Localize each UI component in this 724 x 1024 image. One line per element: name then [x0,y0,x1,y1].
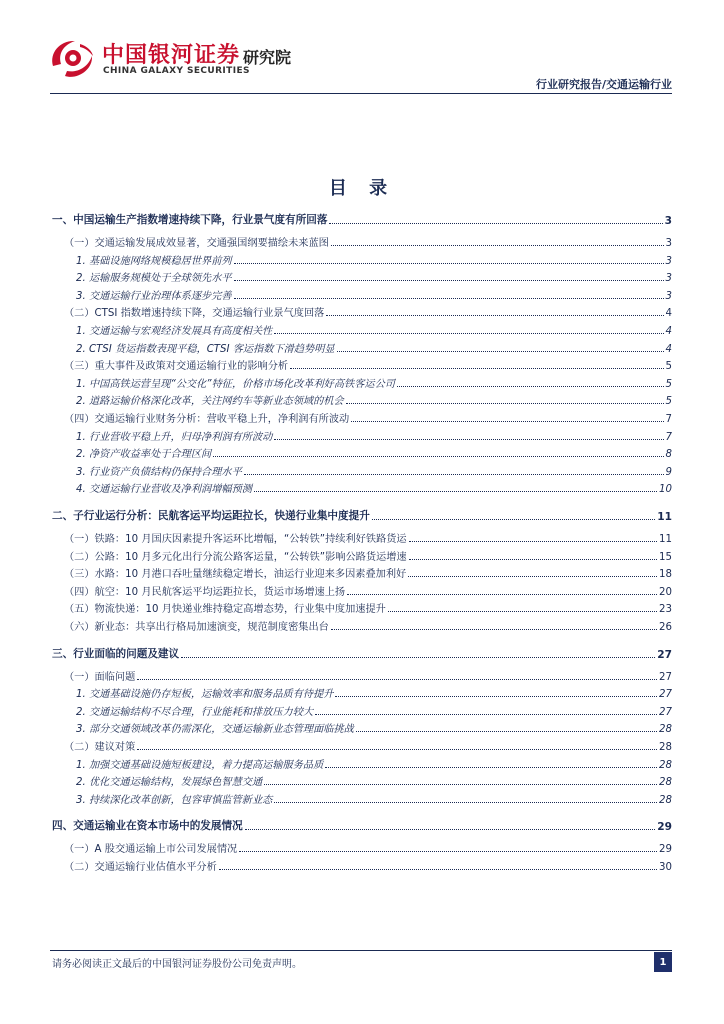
toc-entry-label: （四）交通运输行业财务分析：营收平稳上升，净利润有所波动 [64,414,350,425]
toc-entry-label: （三）水路：10 月港口吞吐量继续稳定增长，油运行业迎来多因素叠加利好 [64,569,407,581]
toc-entry-label: 四、交通运输业在资本市场中的发展情况 [52,820,243,833]
toc-entry-page: 20 [659,586,672,598]
toc-entry-page: 9 [665,466,672,478]
toc-entry-page: 29 [659,844,672,856]
toc-entry-level-3[interactable] [52,771,672,788]
toc-entry-page: 29 [657,821,672,834]
toc-entry-label: 2. 道路运输价格深化改革，关注网约车等新业态领域的机会 [76,396,344,408]
toc-dot-leader [331,629,657,630]
toc-entry-page: 3 [665,238,672,249]
toc-entry-level-3[interactable] [52,443,672,460]
toc-dot-leader [347,594,657,595]
toc-dot-leader [234,280,664,281]
toc-entry-label: （一）面临问题 [64,671,136,683]
toc-dot-leader [335,696,657,697]
toc-entry-level-2[interactable] [52,838,672,855]
toc-entry-label: 1. 交通运输与宏观经济发展具有高度相关性 [76,326,273,337]
toc-entry-level-1[interactable] [52,644,672,661]
page-header [0,0,724,95]
toc-entry-page: 18 [659,569,672,581]
toc-entry-page: 3 [665,255,672,267]
toc-entry-page: 27 [659,689,672,701]
toc-title: 目 录 [328,178,396,199]
toc-entry-label: （三）重大事件及政策对交通运输行业的影响分析 [64,361,289,373]
toc-entry-level-3[interactable] [52,373,672,390]
toc-dot-leader [274,333,663,334]
toc-entry-page: 11 [659,534,672,545]
toc-entry-label: 1. 加强交通基础设施短板建设，着力提高运输服务品质 [76,759,324,771]
toc-entry-label: 2. 交通运输结构不尽合理，行业能耗和排放压力较大 [76,706,314,718]
toc-entry-level-3[interactable] [52,426,672,443]
toc-entry-page: 28 [659,794,672,806]
toc-entry-level-3[interactable] [52,754,672,771]
toc-entry-label: 3. 持续深化改革创新，包容审慎监管新业态 [76,794,273,806]
toc-dot-leader [234,263,664,264]
toc-dot-leader [244,474,664,475]
toc-entry-label: （二）公路：10 月多元化出行分流公路客运量，“公转铁”影响公路货运增速 [64,551,407,563]
toc-entry-label: （五）物流快递：10 月快递业维持稳定高增态势，行业集中度加速提升 [64,604,386,616]
toc-entry-label: 二、子行业运行分析：民航客运平均运距拉长，快递行业集中度提升 [52,510,370,522]
toc-entry-label: （四）航空：10 月民航客运平均运距拉长，货运市场增速上扬 [64,586,346,598]
toc-entry-label: 1. 中国高铁运营呈现“公交化”特征，价格市场化改革利好高铁客运公司 [76,378,395,390]
toc-entry-label: 2. CTSI 货运指数表现平稳，CTSI 客运指数下滑趋势明显 [76,343,335,355]
toc-entry-label: 2. 运输服务规模处于全球领先水平 [76,273,232,285]
toc-entry-label: 1. 交通基础设施仍存短板，运输效率和服务品质有待提升 [76,689,334,701]
toc-entry-page: 11 [657,511,672,523]
toc-entry-page: 3 [665,273,672,285]
toc-entry-level-2[interactable] [52,563,672,580]
toc-entry-level-3[interactable] [52,267,672,284]
header-divider [50,93,672,94]
toc-dot-leader [137,679,657,680]
toc-entry-label: 4. 交通运输行业营收及净利润增幅预测 [76,484,252,496]
toc-entry-level-3[interactable] [52,789,672,806]
toc-entry-page: 28 [659,777,672,789]
toc-entry-label: 1. 行业营收平稳上升，归母净利润有所波动 [76,431,273,443]
toc-dot-leader [409,541,657,542]
toc-entry-level-1[interactable] [52,506,672,523]
footer-divider [50,950,672,951]
toc-entry-label: （一）A 股交通运输上市公司发展情况 [64,844,238,856]
toc-entry-page: 3 [664,215,672,227]
toc-entry-page: 30 [659,862,672,873]
toc-entry-page: 28 [659,759,672,771]
toc-dot-leader [337,351,664,352]
toc-entry-page: 5 [665,396,672,408]
toc-entry-level-2[interactable] [52,546,672,563]
toc-entry-label: 3. 部分交通领域改革仍需深化，交通运输新业态管理面临挑战 [76,724,354,736]
toc-entry-page: 8 [665,449,672,461]
toc-dot-leader [351,421,663,422]
toc-entry-page: 10 [659,484,672,496]
toc-entry-label: （二）建议对策 [64,742,136,753]
toc-dot-leader [408,576,657,577]
toc-dot-leader [388,611,657,612]
toc-dot-leader [325,767,657,768]
toc-dot-leader [329,223,662,224]
toc-entry-page: 3 [665,290,672,302]
toc-entry-page: 27 [659,671,672,683]
toc-dot-leader [219,869,657,870]
toc-entry-label: （六）新业态：共享出行格局加速演变，规范制度密集出台 [64,622,329,633]
toc-entry-level-3[interactable] [52,718,672,735]
toc-dot-leader [181,657,655,658]
toc-entry-level-3[interactable] [52,683,672,700]
toc-entry-level-3[interactable] [52,478,672,495]
report-category: 行业研究报告/交通运输行业 [535,78,672,91]
toc-entry-page: 28 [659,724,672,736]
toc-entry-level-3[interactable] [52,320,672,337]
brand-chinese-name: 中国银河证券 [102,43,241,68]
toc-entry-level-3[interactable] [52,461,672,478]
toc-dot-leader [331,245,664,246]
toc-entry-page: 5 [665,378,672,390]
brand-english-name: CHINA GALAXY SECURITIES [103,66,250,76]
toc-entry-level-2[interactable] [52,581,672,598]
toc-entry-level-2[interactable] [52,408,672,425]
toc-entry-level-2[interactable] [52,598,672,615]
toc-entry-page: 26 [659,622,672,633]
toc-dot-leader [254,491,657,492]
toc-entry-level-1[interactable] [52,816,672,833]
toc-dot-leader [372,519,655,520]
toc-dot-leader [409,559,657,560]
toc-dot-leader [274,802,657,803]
toc-entry-page: 15 [659,551,672,563]
toc-dot-leader [356,731,657,732]
toc-entry-label: （一）铁路：10 月国庆因素提升客运环比增幅，“公转铁”持续利好铁路货运 [64,534,407,545]
galaxy-logo-icon [47,36,97,82]
toc-entry-label: 2. 净资产收益率处于合理区间 [76,449,212,461]
toc-dot-leader [346,403,664,404]
toc-entry-level-2[interactable] [52,232,672,249]
toc-entry-level-2[interactable] [52,355,672,372]
toc-dot-leader [326,315,663,316]
toc-entry-label: （一）交通运输发展成效显著，交通强国纲要描绘未来蓝图 [64,238,329,249]
toc-entry-level-2[interactable] [52,528,672,545]
toc-entry-level-2[interactable] [52,856,672,873]
toc-entry-level-3[interactable] [52,285,672,302]
toc-dot-leader [290,368,663,369]
toc-entry-level-3[interactable] [52,390,672,407]
toc-dot-leader [137,749,657,750]
brand-institute-label: 研究院 [243,48,292,67]
toc-entry-level-3[interactable] [52,338,672,355]
toc-entry-level-2[interactable] [52,736,672,753]
toc-entry-label: 一、中国运输生产指数增速持续下降，行业景气度有所回落 [52,214,328,226]
toc-entry-label: 1. 基础设施网络规模稳居世界前列 [76,255,232,267]
toc-dot-leader [213,456,663,457]
toc-entry-level-2[interactable] [52,666,672,683]
toc-dot-leader [274,439,663,440]
toc-entry-label: （二）CTSI 指数增速持续下降，交通运输行业景气度回落 [64,308,325,320]
toc-dot-leader [264,784,657,785]
toc-entry-label: 三、行业面临的问题及建议 [52,647,180,660]
toc-entry-page: 4 [665,326,672,337]
toc-dot-leader [239,851,657,852]
toc-dot-leader [245,829,656,830]
toc-entry-level-3[interactable] [52,250,672,267]
toc-entry-level-2[interactable] [52,302,672,319]
toc-entry-label: 3. 交通运输行业治理体系逐步完善 [76,290,232,302]
footer-disclaimer: 请务必阅读正文最后的中国银河证券股份公司免责声明。 [52,959,302,970]
toc-entry-level-1[interactable] [52,210,672,227]
toc-entry-page: 27 [659,706,672,718]
toc-entry-label: 2. 优化交通运输结构，发展绿色智慧交通 [76,777,263,789]
toc-entry-label: （二）交通运输行业估值水平分析 [64,862,217,873]
toc-dot-leader [234,298,664,299]
toc-entry-page: 27 [657,648,672,661]
toc-entry-page: 4 [665,308,672,320]
toc-entry-page: 7 [665,431,672,443]
toc-entry-page: 4 [665,343,672,355]
toc-entry-level-2[interactable] [52,616,672,633]
toc-entry-level-3[interactable] [52,701,672,718]
toc-entry-page: 23 [659,604,672,616]
toc-entry-label: 3. 行业资产负债结构仍保持合理水平 [76,466,242,478]
toc-entry-page: 28 [659,742,672,753]
toc-dot-leader [397,386,664,387]
toc-entry-page: 7 [665,414,672,425]
page-number-badge: 1 [654,952,672,972]
toc-dot-leader [315,714,657,715]
toc-entry-page: 5 [665,361,672,373]
